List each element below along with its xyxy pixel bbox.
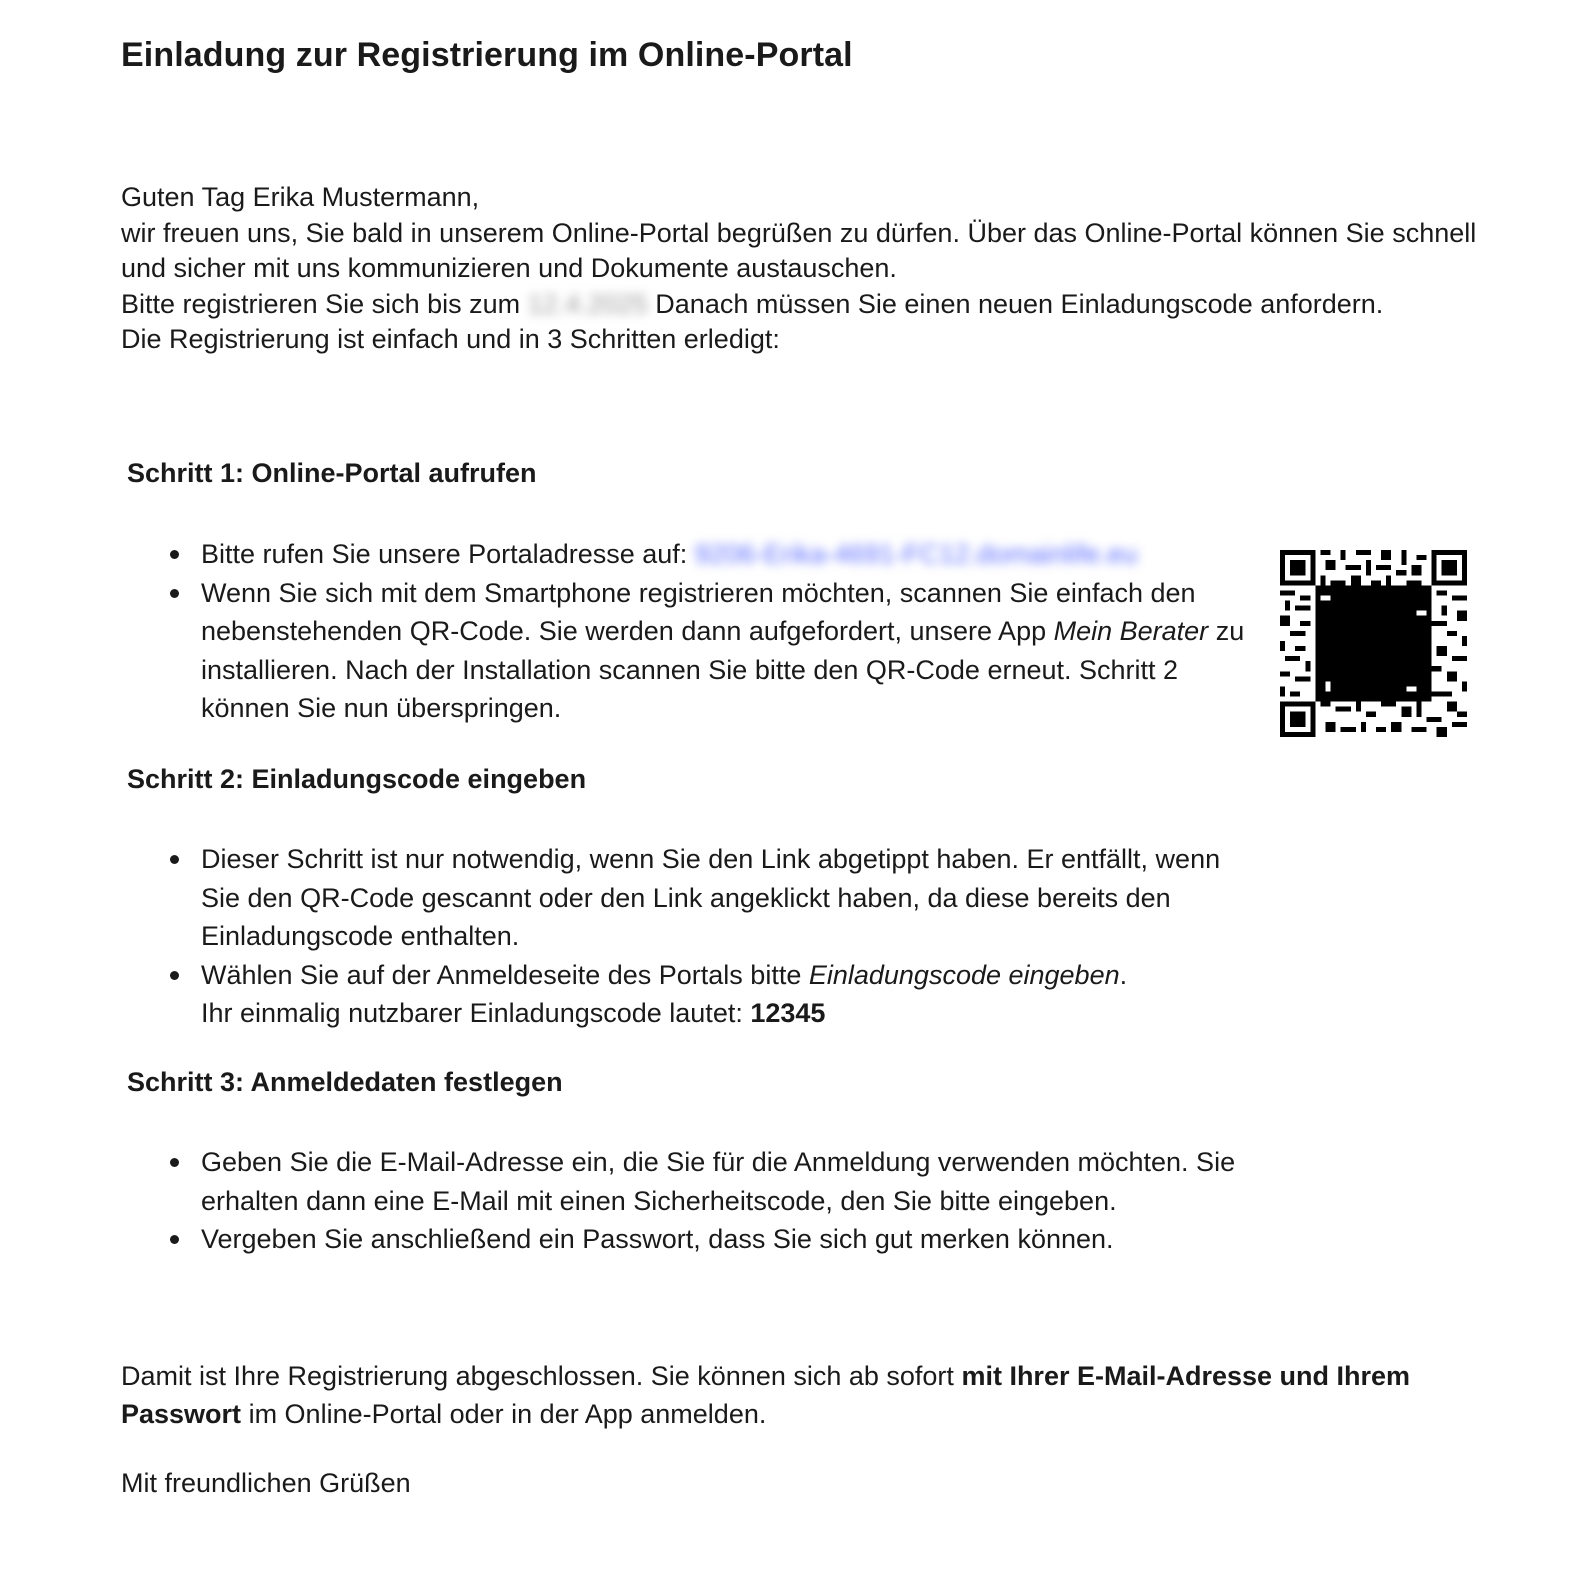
step2-item2-text-a: Wählen Sie auf der Anmeldeseite des Portals bitte: [201, 959, 809, 990]
closing-paragraph: [121, 1357, 1501, 1433]
step1-item1-text: Bitte rufen Sie unsere Portaladresse auf:: [201, 539, 695, 569]
closing-text-bold: mit Ihrer E-Mail-Adresse und Ihrem Passwort: [121, 1361, 1411, 1429]
step1-item2-text-b: zu installieren. Nach der Installation scannen Sie bitte den QR-Code erneut. Schritt 2 können Sie nun überspringen.: [201, 616, 1245, 723]
step2-item2-text-b: .: [1119, 959, 1128, 990]
document-title: Einladung zur Registrierung im Online-Portal: [121, 36, 853, 74]
step2-heading: Schritt 2: Einladungscode eingeben: [127, 764, 587, 794]
deadline-text-after: Danach müssen Sie einen neuen Einladungscode anfordern.: [647, 288, 1384, 319]
step3-list: [201, 1143, 1241, 1259]
step2-item-enter-code: [201, 956, 1231, 1033]
step2-list: [201, 840, 1231, 1033]
step3-item-password: Vergeben Sie anschließend ein Passwort, dass Sie sich gut merken können.: [201, 1220, 1241, 1259]
intro-section: [121, 180, 1491, 358]
greeting-line: Guten Tag Erika Mustermann,: [121, 182, 480, 212]
deadline-paragraph: [121, 287, 1491, 323]
step1-list: [201, 535, 1261, 728]
step1-item2-text-a: Wenn Sie sich mit dem Smartphone registrieren möchten, scannen Sie einfach den nebenstehenden QR-Code. Sie werden dann aufgefordert, unsere App: [201, 577, 1196, 646]
step2-item-note: Dieser Schritt ist nur notwendig, wenn Sie den Link abgetippt haben. Er entfällt, wenn Sie den QR-Code gescannt oder den Link angeklickt haben, da diese bereits den Einladungscode enthalten.: [201, 840, 1231, 956]
step1-item-portal-address: [201, 535, 1261, 574]
deadline-date-redacted: 12.4.2025: [527, 288, 648, 319]
closing-text-a: Damit ist Ihre Registrierung abgeschlossen. Sie können sich ab sofort: [121, 1361, 962, 1391]
steps-intro-line: Die Registrierung ist einfach und in 3 Schritten erledigt:: [121, 324, 780, 354]
closing-text-b: im Online-Portal oder in der App anmelden.: [241, 1399, 767, 1429]
app-name: Mein Berater: [1053, 616, 1209, 646]
invitation-code-value: 12345: [750, 998, 826, 1028]
invitation-code-option: Einladungscode eingeben: [808, 959, 1120, 990]
step1-item-smartphone: [201, 574, 1261, 728]
qr-code-icon[interactable]: [1280, 550, 1467, 737]
invitation-code-label: Ihr einmalig nutzbarer Einladungscode lautet:: [201, 998, 751, 1028]
intro-paragraph: wir freuen uns, Sie bald in unserem Online-Portal begrüßen zu dürfen. Über das Online-Portal können Sie schnell und sicher mit uns kommunizieren und Dokumente austauschen.: [121, 217, 1477, 283]
signoff-line: Mit freundlichen Grüßen: [121, 1468, 411, 1498]
step3-item-email: Geben Sie die E-Mail-Adresse ein, die Sie für die Anmeldung verwenden möchten. Sie erhalten dann eine E-Mail mit einen Sicherheitscode, den Sie bitte eingeben.: [201, 1143, 1241, 1220]
step1-heading: Schritt 1: Online-Portal aufrufen: [127, 458, 537, 488]
deadline-text-before: Bitte registrieren Sie sich bis zum: [121, 288, 528, 319]
step3-heading: Schritt 3: Anmeldedaten festlegen: [127, 1067, 563, 1097]
portal-address-link[interactable]: 9206-Erika-4691-FC12.domainlife.eu: [694, 539, 1138, 569]
